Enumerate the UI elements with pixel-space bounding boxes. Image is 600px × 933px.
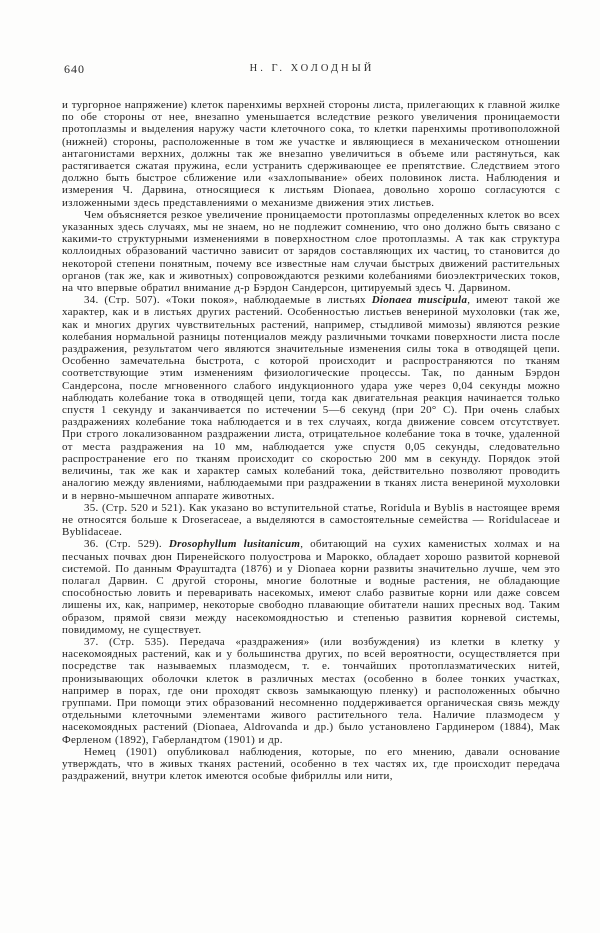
paragraph — [62, 502, 560, 539]
page-number: 640 — [64, 62, 85, 76]
paragraph — [62, 294, 560, 501]
paragraph-text: и тургорное напряжение) клеток паренхимы верхней стороны листа, прилегающих к главной жилке по обе стороны от нее, внезапно уменьшается вследствие резкого увеличения проницаемости протоплазмы и выделения наружу части клеточного сока, то клетки паренхимы противоположной (нижней) стороны, расположенные в том же участке и являющиеся в механическом отношении антагонистами верхних, должны так же внезапно увеличиться в объеме или растянуться, как растягивается сжатая пружина, если устранить сдерживающее ее препятствие. Следствием этого должно быть быстрое сближение или «захлопывание» обеих половинок листа. Наблюдения и измерения Ч. Дарвина, относящиеся к листьям Dionaea, довольно хорошо согласуются с изложенными здесь представлениями о механизме движения этих листьев. — [62, 99, 560, 209]
running-title: Н. Г. ХОЛОДНЫЙ — [249, 63, 375, 74]
paragraph-text: Чем объясняется резкое увеличение проницаемости протоплазмы определенных клеток во всех указанных здесь случаях, мы не знаем, но не подлежит сомнению, что оно должно быть связано с какими-то структурными изменениями в поверхностном слое протоплазмы. А так как структура коллоидных образований частично зависит от зарядов составляющих их частиц, то становится до некоторой степени понятным, почему все известные нам случаи быстрых движений растительных органов (так же, как и животных) сопровождаются резкими колебаниями биоэлектрических токов, на что впервые обратил внимание д-р Бэрдон Сандерсон, цитируемый здесь Ч. Дарвином. — [62, 208, 560, 295]
paragraph — [62, 538, 560, 636]
paragraph-text: 36. (Стр. 529). — [84, 538, 169, 551]
species-name: Dionaea muscipula — [371, 294, 468, 307]
paragraph — [62, 636, 560, 746]
paragraph-text: , обитающий на сухих каменистых холмах и на песчаных почвах дюн Пиренейского полуострова и Марокко, обладает хорошо развитой корневой системой. По данным Фрауштадта (1876) и у Dionaea корни развиты значительно лучше, чем это полагал Дарвин. С другой стороны, многие болотные и водные растения, не обладающие способностью ловить и переваривать насекомых, имеют слабо развитые корни или даже совсем лишены их, как, например, некоторые свободно плавающие обитатели наших пресных вод. Таким образом, прямой связи между насекомоядностью и степенью развития корневой системы, повидимому, не существует. — [62, 538, 560, 636]
paragraph — [62, 99, 560, 209]
paragraph-text: 34. (Стр. 507). «Токи покоя», наблюдаемые в листьях — [84, 294, 372, 307]
running-header — [64, 62, 560, 78]
paragraph-text: , имеют такой же характер, как и в листьях других растений. Особенностью листьев венериной мухоловки (так же, как и многих других чувствительных растений, например, стыдливой мимозы) являются резкие колебания нормальной разницы потенциалов между различными точками поверхности листа после раздражения, результатом чего являются значительные изменения силы тока в отводящей цепи. Особенно замечательна быстрота, с которой происходит и распространяются по тканям соответствующие этим изменениям физиологические процессы. Так, по данным Бэрдон Сандерсона, после мгновенного слабого индукционного удара уже через 0,04 секунды можно наблюдать колебание тока в отводящей цепи, тогда как двигательная реакция начинается только спустя 1 секунду и заканчивается по истечении 5—6 секунд (при 20° С). При очень слабых раздражениях колебание тока наблюдается и в тех случаях, когда движение совсем отсутствует. При строго локализованном раздражении листа, отрицательное колебание тока в точке, удаленной от места раздражения на 10 мм, наблюдается уже спустя 0,05 секунды, следовательно распространение его по тканям происходит со скоростью 200 мм в секунду. Порядок этой величины, так же как и характер самых колебаний тока, действительно позволяют проводить аналогию между явлениями, наблюдаемыми при раздражении в тканях листа венериной мухоловки и в нервно-мышечном аппарате животных. — [62, 294, 560, 502]
paragraph-text: 37. (Стр. 535). Передача «раздражения» (или возбуждения) из клетки в клетку у насекомоядных растений, как и у большинства других, по всей вероятности, осуществляется при посредстве так называемых плазмодесм, т. е. тончайших протоплазматических нитей, пронизывающих оболочки клеток в различных местах (особенно в более тонких участках, например в порах, где они проходят сквозь замыкающую пленку) и расположенных обычно группами. При помощи этих образований несомненно поддерживается органическая связь между отдельными клеточными элементами живого растительного тела. Наличие плазмодесм у насекомоядных растений (Dionaea, Aldrovanda и др.) было установлено Гардинером (1884), Мак Ферленом (1892), Габерландтом (1901) и др. — [62, 635, 560, 746]
text-block — [62, 99, 560, 782]
species-name: Drosophyllum lusitanicum — [168, 538, 301, 551]
paragraph — [62, 746, 560, 783]
paragraph-text: 35. (Стр. 520 и 521). Как указано во вступительной статье, Roridula и Byblis в настоящее время не относятся больше к Droseraceae, а выделяются в самостоятельные семейства — Roridulaceae и Byblidaceae. — [62, 501, 560, 539]
paragraph — [62, 209, 560, 294]
paragraph-text: Немец (1901) опубликовал наблюдения, которые, по его мнению, давали основание утверждать, что в живых тканях растений, особенно в тех частях их, где происходит передача раздражений, внутри клеток имеются особые фибриллы или нити, — [62, 745, 560, 783]
